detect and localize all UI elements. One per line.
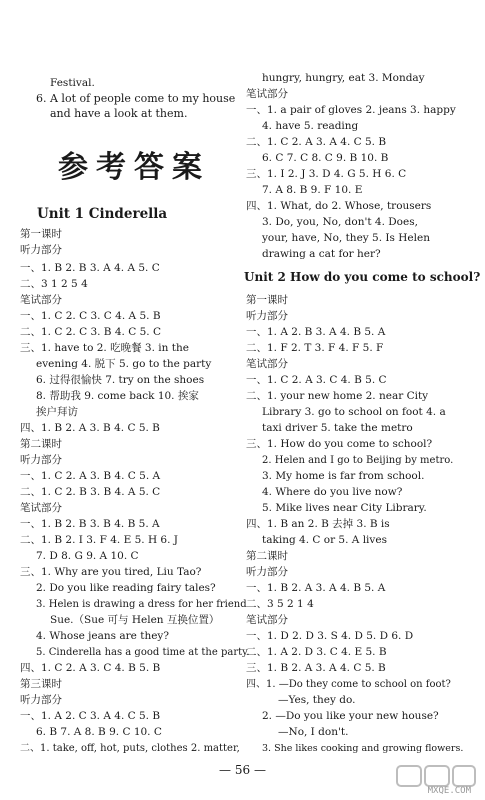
answer-line: 二、1. F 2. T 3. F 4. F 5. F (246, 342, 384, 354)
section-heading: 笔试部分 (20, 502, 62, 514)
answer-line: 一、1. A 2. C 3. A 4. C 5. B (20, 710, 161, 722)
answer-line: 4. have 5. reading (262, 120, 359, 132)
section-heading: 笔试部分 (20, 294, 62, 306)
answer-line: drawing a cat for her? (262, 248, 381, 260)
answer-line: 三、1. have to 2. 吃晚餐 3. in the (20, 342, 189, 354)
answer-line: 一、1. C 2. A 3. C 4. B 5. C (246, 374, 387, 386)
section-heading: 第一课时 (20, 228, 62, 240)
answer-line: taking 4. C or 5. A lives (262, 534, 387, 546)
text-line: 6. A lot of people come to my house (36, 92, 236, 105)
answer-line: hungry, hungry, eat 3. Monday (262, 72, 425, 84)
answer-line: 一、1. C 2. A 3. B 4. C 5. A (20, 470, 161, 482)
answer-line: 四、1. B 2. A 3. B 4. C 5. B (20, 422, 160, 434)
answer-line: 二、1. your new home 2. near City (246, 390, 429, 402)
answer-line: 5. Cinderella has a good time at the party. (36, 647, 250, 658)
answer-line: 一、1. D 2. D 3. S 4. D 5. D 6. D (246, 630, 414, 642)
answer-line: 挨户拜访 (36, 406, 78, 418)
section-heading: 听力部分 (246, 566, 288, 578)
answer-line: 2. Do you like reading fairy tales? (36, 582, 216, 594)
section-heading: 听力部分 (20, 694, 62, 706)
answer-line: 3. Do, you, No, don't 4. Does, (262, 216, 418, 228)
answer-line: 四、1. C 2. A 3. C 4. B 5. B (20, 662, 161, 674)
answer-line: 四、1. What, do 2. Whose, trousers (246, 200, 432, 212)
answer-line: 7. A 8. B 9. F 10. E (262, 184, 363, 196)
answer-line: —No, I don't. (278, 726, 349, 738)
answer-line: 二、1. take, off, hot, puts, clothes 2. matter, (20, 743, 240, 754)
answer-line: 6. 过得很愉快 7. try on the shoes (36, 374, 205, 386)
answer-line: taxi driver 5. take the metro (262, 422, 413, 434)
answer-line: Sue.（Sue 可与 Helen 互换位置） (50, 614, 220, 626)
answer-line: 2. Helen and I go to Beijing by metro. (262, 455, 454, 466)
answer-line: Library 3. go to school on foot 4. a (262, 406, 446, 418)
answer-line: 二、1. B 2. I 3. F 4. E 5. H 6. J (20, 534, 179, 546)
page-number: — 56 — (219, 763, 266, 777)
answer-line: 一、1. B 2. B 3. B 4. B 5. A (20, 518, 160, 530)
answer-line: evening 4. 脱下 5. go to the party (36, 358, 212, 370)
section-heading: 笔试部分 (246, 358, 288, 370)
answer-line: 一、1. C 2. C 3. C 4. A 5. B (20, 310, 161, 322)
section-heading: 第二课时 (20, 438, 62, 450)
answer-line: 6. C 7. C 8. C 9. B 10. B (262, 152, 389, 164)
answer-line: 二、1. A 2. D 3. C 4. E 5. B (246, 646, 387, 658)
answer-line: 二、3 1 2 5 4 (20, 278, 88, 290)
section-heading: 笔试部分 (246, 614, 288, 626)
text-line: Festival. (50, 77, 95, 89)
unit-2-title: Unit 2 How do you come to school? (244, 270, 481, 284)
section-heading: 第三课时 (20, 678, 62, 690)
answer-key-title: 参考答案 (58, 150, 210, 185)
answer-line: 三、1. B 2. A 3. A 4. C 5. B (246, 662, 386, 674)
answer-line: —Yes, they do. (278, 694, 356, 706)
answer-line: 二、1. C 2. A 3. A 4. C 5. B (246, 136, 387, 148)
answer-line: 二、3 5 2 1 4 (246, 598, 314, 610)
answer-line: 2. —Do you like your new house? (262, 710, 439, 722)
answer-line: 7. D 8. G 9. A 10. C (36, 550, 139, 562)
answer-line: 4. Where do you live now? (262, 486, 403, 498)
section-heading: 笔试部分 (246, 88, 288, 100)
answer-line: 四、1. —Do they come to school on foot? (246, 679, 451, 690)
answer-line: 三、1. Why are you tired, Liu Tao? (20, 566, 202, 578)
unit-1-title: Unit 1 Cinderella (37, 206, 168, 222)
section-heading: 听力部分 (20, 244, 62, 256)
answer-line: 一、1. B 2. A 3. A 4. B 5. A (246, 582, 386, 594)
right-column (242, 0, 485, 800)
text-line: and have a look at them. (50, 107, 188, 120)
answer-line: 四、1. B an 2. B 去掉 3. B is (246, 518, 390, 530)
answer-line: 3. She likes cooking and growing flowers. (262, 743, 464, 754)
answer-line: 二、1. C 2. B 3. B 4. A 5. C (20, 486, 161, 498)
answer-line: 6. B 7. A 8. B 9. C 10. C (36, 726, 162, 738)
answer-line: 三、1. How do you come to school? (246, 438, 433, 450)
answer-line: 二、1. C 2. C 3. B 4. C 5. C (20, 326, 161, 338)
answer-line: 3. Helen is drawing a dress for her friend (36, 599, 247, 610)
answer-line: your, have, No, they 5. Is Helen (262, 232, 430, 244)
watermark-text: MXQE.COM (427, 786, 471, 796)
answer-line: 5. Mike lives near City Library. (262, 502, 427, 514)
section-heading: 听力部分 (20, 454, 62, 466)
answer-line: 一、1. a pair of gloves 2. jeans 3. happy (246, 104, 456, 116)
answer-line: 一、1. A 2. B 3. A 4. B 5. A (246, 326, 386, 338)
section-heading: 第二课时 (246, 550, 288, 562)
answer-line: 一、1. B 2. B 3. A 4. A 5. C (20, 262, 160, 274)
answer-line: 8. 帮助我 9. come back 10. 挨家 (36, 390, 199, 402)
answer-line: 4. Whose jeans are they? (36, 630, 169, 642)
answer-line: 3. My home is far from school. (262, 470, 425, 482)
section-heading: 第一课时 (246, 294, 288, 306)
answer-line: 三、1. I 2. J 3. D 4. G 5. H 6. C (246, 168, 407, 180)
section-heading: 听力部分 (246, 310, 288, 322)
